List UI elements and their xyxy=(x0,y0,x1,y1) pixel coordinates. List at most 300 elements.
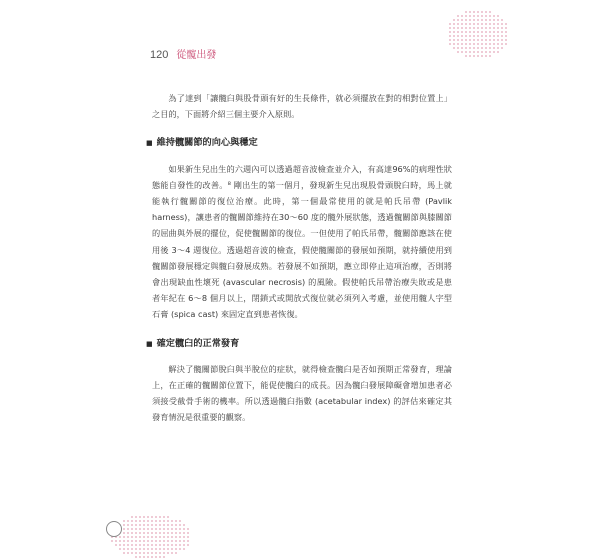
decorative-dot xyxy=(139,528,141,530)
decorative-dot xyxy=(135,520,137,522)
decorative-dot xyxy=(501,43,503,45)
decorative-dot xyxy=(155,540,157,542)
decorative-dot xyxy=(457,23,459,25)
decorative-dot xyxy=(127,520,129,522)
decorative-dot xyxy=(473,51,475,53)
decorative-dot xyxy=(469,43,471,45)
decorative-dot xyxy=(501,27,503,29)
decorative-dot xyxy=(465,39,467,41)
decorative-dot xyxy=(485,31,487,33)
decorative-dot xyxy=(485,47,487,49)
decorative-dot xyxy=(453,47,455,49)
decorative-dot xyxy=(453,31,455,33)
section-heading-1-text: 維持髖關節的向心與穩定 xyxy=(156,137,258,149)
decorative-dot xyxy=(151,520,153,522)
decorative-dot xyxy=(477,27,479,29)
decorative-dot xyxy=(481,51,483,53)
decorative-dot xyxy=(163,532,165,534)
decorative-dot xyxy=(119,548,121,550)
decorative-dot xyxy=(457,43,459,45)
decorative-dot xyxy=(147,536,149,538)
decorative-dot xyxy=(159,540,161,542)
decorative-dot xyxy=(147,548,149,550)
decorative-dot xyxy=(139,552,141,554)
decorative-dot xyxy=(489,51,491,53)
decorative-dot xyxy=(167,552,169,554)
decorative-dot xyxy=(151,548,153,550)
decorative-dot xyxy=(477,55,479,57)
decorative-dot xyxy=(481,55,483,57)
decorative-dot xyxy=(497,19,499,21)
decorative-dot xyxy=(159,532,161,534)
decorative-dot xyxy=(187,540,189,542)
decorative-dot xyxy=(151,528,153,530)
decorative-dot xyxy=(485,35,487,37)
decorative-dot xyxy=(481,35,483,37)
decorative-dot xyxy=(473,19,475,21)
decorative-dot xyxy=(493,47,495,49)
decorative-dot xyxy=(473,31,475,33)
decorative-dot xyxy=(139,524,141,526)
decorative-dot xyxy=(175,540,177,542)
decorative-dot xyxy=(461,43,463,45)
decorative-dot xyxy=(123,532,125,534)
intro-paragraph: 為了達到「讓髖臼與股骨頭有好的生長條件，就必須擺放在對的相對位置上」之目的，下面將介紹三個主要介入原則。 xyxy=(152,93,452,120)
decorative-dot xyxy=(449,27,451,29)
decorative-dot xyxy=(131,532,133,534)
decorative-dot xyxy=(497,35,499,37)
decorative-dot xyxy=(143,540,145,542)
decorative-dot xyxy=(485,43,487,45)
decorative-dot xyxy=(481,39,483,41)
decorative-dot xyxy=(497,51,499,53)
decorative-dot xyxy=(147,540,149,542)
decorative-dot xyxy=(135,528,137,530)
decorative-dot xyxy=(167,516,169,518)
decorative-dot xyxy=(497,15,499,17)
decorative-dot xyxy=(457,47,459,49)
decorative-dot xyxy=(163,524,165,526)
decorative-dot xyxy=(473,55,475,57)
decorative-dot xyxy=(489,55,491,57)
decorative-dot xyxy=(131,536,133,538)
decorative-dot xyxy=(147,516,149,518)
decorative-dot xyxy=(159,552,161,554)
decorative-dot xyxy=(489,23,491,25)
decorative-dot xyxy=(123,536,125,538)
decorative-dot xyxy=(143,524,145,526)
decorative-dot xyxy=(473,27,475,29)
decorative-dot xyxy=(449,31,451,33)
decorative-dot xyxy=(183,540,185,542)
decorative-dot xyxy=(469,19,471,21)
decorative-dot xyxy=(175,552,177,554)
decorative-dot xyxy=(505,39,507,41)
decorative-dot xyxy=(147,532,149,534)
decorative-dot xyxy=(505,31,507,33)
decorative-dot xyxy=(171,540,173,542)
decorative-dot xyxy=(139,540,141,542)
decorative-dot xyxy=(179,520,181,522)
decorative-dot xyxy=(163,516,165,518)
decorative-dot xyxy=(131,520,133,522)
decorative-dot xyxy=(461,27,463,29)
decorative-dot xyxy=(497,23,499,25)
decorative-dot xyxy=(143,516,145,518)
decorative-dot xyxy=(147,520,149,522)
decorative-dot xyxy=(457,15,459,17)
decorative-dot xyxy=(179,536,181,538)
decorative-dot xyxy=(127,552,129,554)
decorative-dot xyxy=(159,548,161,550)
decorative-dot xyxy=(469,31,471,33)
decorative-dot xyxy=(127,524,129,526)
decorative-dot xyxy=(489,39,491,41)
decorative-dot xyxy=(143,548,145,550)
decorative-dot xyxy=(489,19,491,21)
decorative-dot xyxy=(171,532,173,534)
decorative-dot xyxy=(139,548,141,550)
decorative-dot xyxy=(489,27,491,29)
decorative-dot xyxy=(477,23,479,25)
decorative-dot xyxy=(151,544,153,546)
decorative-dot xyxy=(135,524,137,526)
decorative-dot xyxy=(481,43,483,45)
decorative-dot xyxy=(171,524,173,526)
decorative-dot xyxy=(485,51,487,53)
decorative-dot xyxy=(167,536,169,538)
decorative-dot xyxy=(469,23,471,25)
decorative-dot xyxy=(461,23,463,25)
decorative-dot xyxy=(131,544,133,546)
decorative-dot xyxy=(477,11,479,13)
decorative-dot xyxy=(163,540,165,542)
decorative-dot xyxy=(183,524,185,526)
decorative-dot xyxy=(469,55,471,57)
decorative-dot xyxy=(179,524,181,526)
decorative-dot xyxy=(135,536,137,538)
decorative-dot xyxy=(469,15,471,17)
decorative-dot xyxy=(123,552,125,554)
decorative-dot xyxy=(123,520,125,522)
decorative-dot xyxy=(171,528,173,530)
decorative-dot xyxy=(457,39,459,41)
decorative-dot xyxy=(167,524,169,526)
decorative-dot xyxy=(485,27,487,29)
decorative-dot xyxy=(127,548,129,550)
decorative-dot xyxy=(187,532,189,534)
decorative-dot xyxy=(465,31,467,33)
decorative-dot xyxy=(493,35,495,37)
decorative-dot xyxy=(497,47,499,49)
decorative-dot xyxy=(465,43,467,45)
decorative-dot-pattern-top-icon xyxy=(448,10,510,58)
decorative-dot xyxy=(183,544,185,546)
decorative-dot xyxy=(453,35,455,37)
decorative-dot xyxy=(175,532,177,534)
decorative-dot xyxy=(493,23,495,25)
section-heading-2 xyxy=(146,336,452,352)
decorative-dot xyxy=(167,540,169,542)
decorative-dot xyxy=(469,39,471,41)
page-body xyxy=(146,90,452,426)
decorative-dot xyxy=(175,548,177,550)
decorative-dot xyxy=(477,39,479,41)
decorative-dot xyxy=(155,520,157,522)
section-1-paragraph: 如果新生兒出生的六週內可以透過超音波檢查並介入，有高達96%的病理性狀態能自發性的改善。⁸ 剛出生的第一個月，發現新生兒出現股骨頭脫臼時，馬上就能執行髖關節的復位治療。此時，第一個最常使用的就是帕氏吊帶 (Pavlik harness)，讓患者的髖關節維持在30～60 度的髖外展狀態，透過髖關節與膝關節的屈曲與外展的擺位，促使髖關節的復位。一但使用了帕氏吊帶，髖關節應該在使用後 3～4 週復位。透過超音波的檢查，假使髖關節的發展如預期，就持續使用到髖關節發展穩定與髖臼發展成熟。若發展不如預期，應立即停止這項治療，否則將會出現缺血性壞死 (avascular necrosis) 的風險。假使帕氏吊帶治療失敗或是患者年紀在 6～8 個月以上，閉鎖式或開放式復位就必須列入考慮，並使用髖人字型石膏 (spica cast) 來固定直到患者恢復。 xyxy=(152,163,452,320)
decorative-dot xyxy=(449,39,451,41)
decorative-dot xyxy=(457,51,459,53)
decorative-dot xyxy=(465,27,467,29)
section-heading-2-text: 確定髖臼的正常發育 xyxy=(156,337,240,349)
decorative-dot xyxy=(187,544,189,546)
decorative-dot xyxy=(151,536,153,538)
decorative-dot xyxy=(131,528,133,530)
decorative-dot xyxy=(489,11,491,13)
decorative-dot xyxy=(171,536,173,538)
decorative-dot xyxy=(493,39,495,41)
decorative-dot xyxy=(167,548,169,550)
decorative-dot xyxy=(187,528,189,530)
decorative-dot xyxy=(155,552,157,554)
decorative-dot xyxy=(135,548,137,550)
decorative-dot xyxy=(179,548,181,550)
decorative-dot xyxy=(155,532,157,534)
decorative-dot xyxy=(485,11,487,13)
decorative-dot xyxy=(175,544,177,546)
decorative-dot xyxy=(183,528,185,530)
decorative-dot xyxy=(493,27,495,29)
decorative-dot xyxy=(123,548,125,550)
decorative-dot xyxy=(461,35,463,37)
decorative-dot xyxy=(489,35,491,37)
decorative-dot xyxy=(473,47,475,49)
page-number: 120 xyxy=(150,49,169,61)
decorative-dot xyxy=(473,15,475,17)
decorative-dot xyxy=(477,19,479,21)
decorative-dot xyxy=(167,528,169,530)
decorative-dot xyxy=(457,35,459,37)
decorative-dot xyxy=(151,532,153,534)
decorative-dot xyxy=(139,532,141,534)
decorative-dot xyxy=(453,39,455,41)
decorative-dot xyxy=(485,39,487,41)
decorative-dot xyxy=(485,55,487,57)
decorative-dot xyxy=(115,540,117,542)
decorative-dot xyxy=(155,536,157,538)
decorative-dot xyxy=(477,47,479,49)
decorative-dot xyxy=(497,43,499,45)
decorative-dot xyxy=(481,31,483,33)
decorative-dot xyxy=(481,19,483,21)
decorative-dot xyxy=(505,27,507,29)
decorative-dot xyxy=(131,540,133,542)
decorative-dot xyxy=(461,31,463,33)
decorative-dot xyxy=(143,528,145,530)
decorative-dot xyxy=(167,520,169,522)
decorative-dot xyxy=(183,548,185,550)
decorative-dot xyxy=(453,23,455,25)
decorative-dot xyxy=(127,544,129,546)
decorative-dot xyxy=(175,520,177,522)
decorative-dot xyxy=(501,23,503,25)
decorative-dot xyxy=(469,27,471,29)
decorative-dot xyxy=(493,31,495,33)
decorative-dot xyxy=(465,35,467,37)
decorative-dot xyxy=(461,47,463,49)
decorative-dot xyxy=(497,31,499,33)
decorative-dot xyxy=(453,19,455,21)
decorative-dot xyxy=(473,43,475,45)
decorative-dot xyxy=(489,43,491,45)
decorative-dot xyxy=(151,552,153,554)
decorative-dot xyxy=(493,15,495,17)
decorative-dot xyxy=(453,27,455,29)
decorative-dot xyxy=(171,544,173,546)
decorative-dot xyxy=(123,524,125,526)
decorative-dot xyxy=(147,528,149,530)
decorative-dot xyxy=(163,536,165,538)
decorative-dot xyxy=(147,544,149,546)
decorative-dot xyxy=(171,548,173,550)
decorative-dot xyxy=(481,15,483,17)
decorative-dot xyxy=(155,516,157,518)
small-square-bullet-icon: ■ xyxy=(146,339,153,348)
decorative-dot xyxy=(175,524,177,526)
decorative-dot xyxy=(163,552,165,554)
decorative-dot xyxy=(477,51,479,53)
decorative-dot xyxy=(473,39,475,41)
decorative-dot xyxy=(139,544,141,546)
decorative-dot xyxy=(465,23,467,25)
decorative-dot xyxy=(119,544,121,546)
decorative-dot xyxy=(127,540,129,542)
decorative-dot xyxy=(465,51,467,53)
decorative-dot xyxy=(449,43,451,45)
decorative-dot xyxy=(461,15,463,17)
decorative-dot xyxy=(493,19,495,21)
decorative-dot xyxy=(497,39,499,41)
decorative-dot xyxy=(497,27,499,29)
decorative-dot xyxy=(159,516,161,518)
decorative-dot xyxy=(489,31,491,33)
decorative-dot xyxy=(171,520,173,522)
decorative-dot xyxy=(143,532,145,534)
decorative-dot xyxy=(135,552,137,554)
decorative-dot xyxy=(131,552,133,554)
decorative-dot xyxy=(163,520,165,522)
decorative-dot xyxy=(489,47,491,49)
decorative-dot xyxy=(481,27,483,29)
circle-outline-icon xyxy=(106,521,122,537)
decorative-dot xyxy=(175,536,177,538)
decorative-dot xyxy=(477,43,479,45)
decorative-dot xyxy=(453,43,455,45)
decorative-dot xyxy=(449,35,451,37)
decorative-dot xyxy=(461,39,463,41)
decorative-dot xyxy=(469,11,471,13)
decorative-dot xyxy=(469,51,471,53)
decorative-dot xyxy=(501,31,503,33)
decorative-dot xyxy=(465,15,467,17)
decorative-dot xyxy=(131,516,133,518)
decorative-dot xyxy=(461,19,463,21)
decorative-dot xyxy=(489,15,491,17)
decorative-dot xyxy=(465,11,467,13)
decorative-dot xyxy=(151,524,153,526)
decorative-dot xyxy=(465,47,467,49)
decorative-dot xyxy=(179,544,181,546)
decorative-dot xyxy=(473,11,475,13)
decorative-dot xyxy=(505,43,507,45)
decorative-dot xyxy=(175,528,177,530)
decorative-dot xyxy=(159,524,161,526)
decorative-dot xyxy=(139,536,141,538)
decorative-dot xyxy=(505,23,507,25)
decorative-dot xyxy=(163,548,165,550)
decorative-dot xyxy=(473,23,475,25)
decorative-dot xyxy=(135,516,137,518)
decorative-dot xyxy=(123,528,125,530)
decorative-dot xyxy=(159,528,161,530)
decorative-dot xyxy=(123,544,125,546)
decorative-dot xyxy=(163,528,165,530)
decorative-dot xyxy=(155,528,157,530)
decorative-dot xyxy=(457,19,459,21)
decorative-dot-pattern-bottom-icon xyxy=(110,515,192,558)
decorative-dot xyxy=(457,31,459,33)
decorative-dot xyxy=(119,536,121,538)
decorative-dot xyxy=(159,520,161,522)
decorative-dot xyxy=(501,47,503,49)
decorative-dot xyxy=(505,35,507,37)
decorative-dot xyxy=(493,43,495,45)
decorative-dot xyxy=(163,544,165,546)
decorative-dot xyxy=(143,536,145,538)
decorative-dot xyxy=(465,19,467,21)
decorative-dot xyxy=(127,528,129,530)
decorative-dot xyxy=(485,19,487,21)
decorative-dot xyxy=(127,536,129,538)
decorative-dot xyxy=(171,552,173,554)
decorative-dot xyxy=(167,532,169,534)
decorative-dot xyxy=(477,15,479,17)
decorative-dot xyxy=(493,51,495,53)
decorative-dot xyxy=(143,544,145,546)
decorative-dot xyxy=(155,524,157,526)
decorative-dot xyxy=(187,536,189,538)
decorative-dot xyxy=(501,19,503,21)
decorative-dot xyxy=(115,544,117,546)
decorative-dot xyxy=(449,23,451,25)
decorative-dot xyxy=(477,35,479,37)
decorative-dot xyxy=(465,55,467,57)
decorative-dot xyxy=(183,532,185,534)
decorative-dot xyxy=(179,540,181,542)
decorative-dot xyxy=(119,540,121,542)
decorative-dot xyxy=(135,532,137,534)
decorative-dot xyxy=(481,11,483,13)
decorative-dot xyxy=(151,540,153,542)
decorative-dot xyxy=(159,544,161,546)
decorative-dot xyxy=(179,528,181,530)
decorative-dot xyxy=(457,27,459,29)
decorative-dot xyxy=(481,23,483,25)
decorative-dot xyxy=(131,548,133,550)
decorative-dot xyxy=(473,35,475,37)
decorative-dot xyxy=(485,23,487,25)
decorative-dot xyxy=(147,524,149,526)
